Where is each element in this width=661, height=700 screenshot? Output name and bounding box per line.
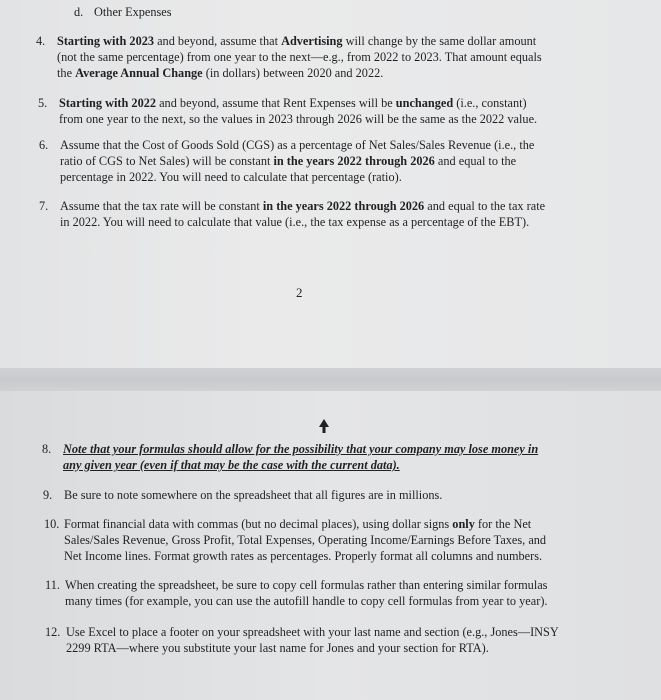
line: When creating the spreadsheet, be sure to copy cell formulas rather than entering similar formulas — [65, 578, 548, 592]
line: ratio of CGS to Net Sales) will be constant in the years 2022 through 2026 and equal to the — [60, 154, 517, 168]
cursor-arrow-icon — [318, 418, 330, 434]
line: in 2022. You will need to calculate that value (i.e., the tax expense as a percentage of the EBT). — [60, 215, 530, 229]
item-number: 12. — [45, 625, 61, 639]
item-number: 7. — [39, 199, 49, 213]
line: Assume that the Cost of Goods Sold (CGS) as a percentage of Net Sales/Sales Revenue (i.e., the — [60, 138, 535, 152]
line: percentage in 2022. You will need to calculate that percentage (ratio). — [60, 170, 402, 184]
item-text: Other Expenses — [94, 5, 172, 19]
line: the Average Annual Change (in dollars) between 2020 and 2022. — [57, 66, 384, 80]
line: Assume that the tax rate will be constant in the years 2022 through 2026 and equal to the tax rate — [60, 199, 546, 213]
item-number: 10. — [44, 517, 60, 531]
page-number: 2 — [296, 285, 303, 300]
line: Sales/Sales Revenue, Gross Profit, Total Expenses, Operating Income/Earnings Before Taxes, and — [64, 533, 547, 547]
line: any given year (even if that may be the case with the current data). — [63, 458, 400, 472]
item-number: 11. — [45, 578, 60, 592]
line: Note that your formulas should allow for the possibility that your company may lose money in — [63, 442, 539, 456]
line: Be sure to note somewhere on the spreadsheet that all figures are in millions. — [64, 488, 443, 502]
item-number: 6. — [39, 138, 49, 152]
line: Starting with 2023 and beyond, assume that Advertising will change by the same dollar amount — [57, 34, 537, 48]
item-label: d. — [74, 5, 84, 19]
line: Use Excel to place a footer on your spreadsheet with your last name and section (e.g., Jones—INSY — [66, 625, 559, 639]
item-number: 5. — [38, 96, 48, 110]
line: many times (for example, you can use the autofill handle to copy cell formulas from year to year). — [65, 594, 548, 608]
page-gap — [0, 368, 661, 391]
line: (not the same percentage) from one year to the next—e.g., from 2022 to 2023. That amount equals — [57, 50, 542, 64]
line: Starting with 2022 and beyond, assume that Rent Expenses will be unchanged (i.e., constant) — [59, 96, 527, 110]
line: 2299 RTA—where you substitute your last name for Jones and your section for RTA). — [66, 641, 489, 655]
line: Net Income lines. Format growth rates as percentages. Properly format all columns and numbers. — [64, 549, 543, 563]
item-number: 4. — [36, 34, 46, 48]
item-number: 8. — [42, 442, 52, 456]
item-number: 9. — [43, 488, 53, 502]
line: from one year to the next, so the values in 2023 through 2026 will be the same as the 2022 value. — [59, 112, 538, 126]
line: Format financial data with commas (but no decimal places), using dollar signs only for the Net — [64, 517, 532, 531]
